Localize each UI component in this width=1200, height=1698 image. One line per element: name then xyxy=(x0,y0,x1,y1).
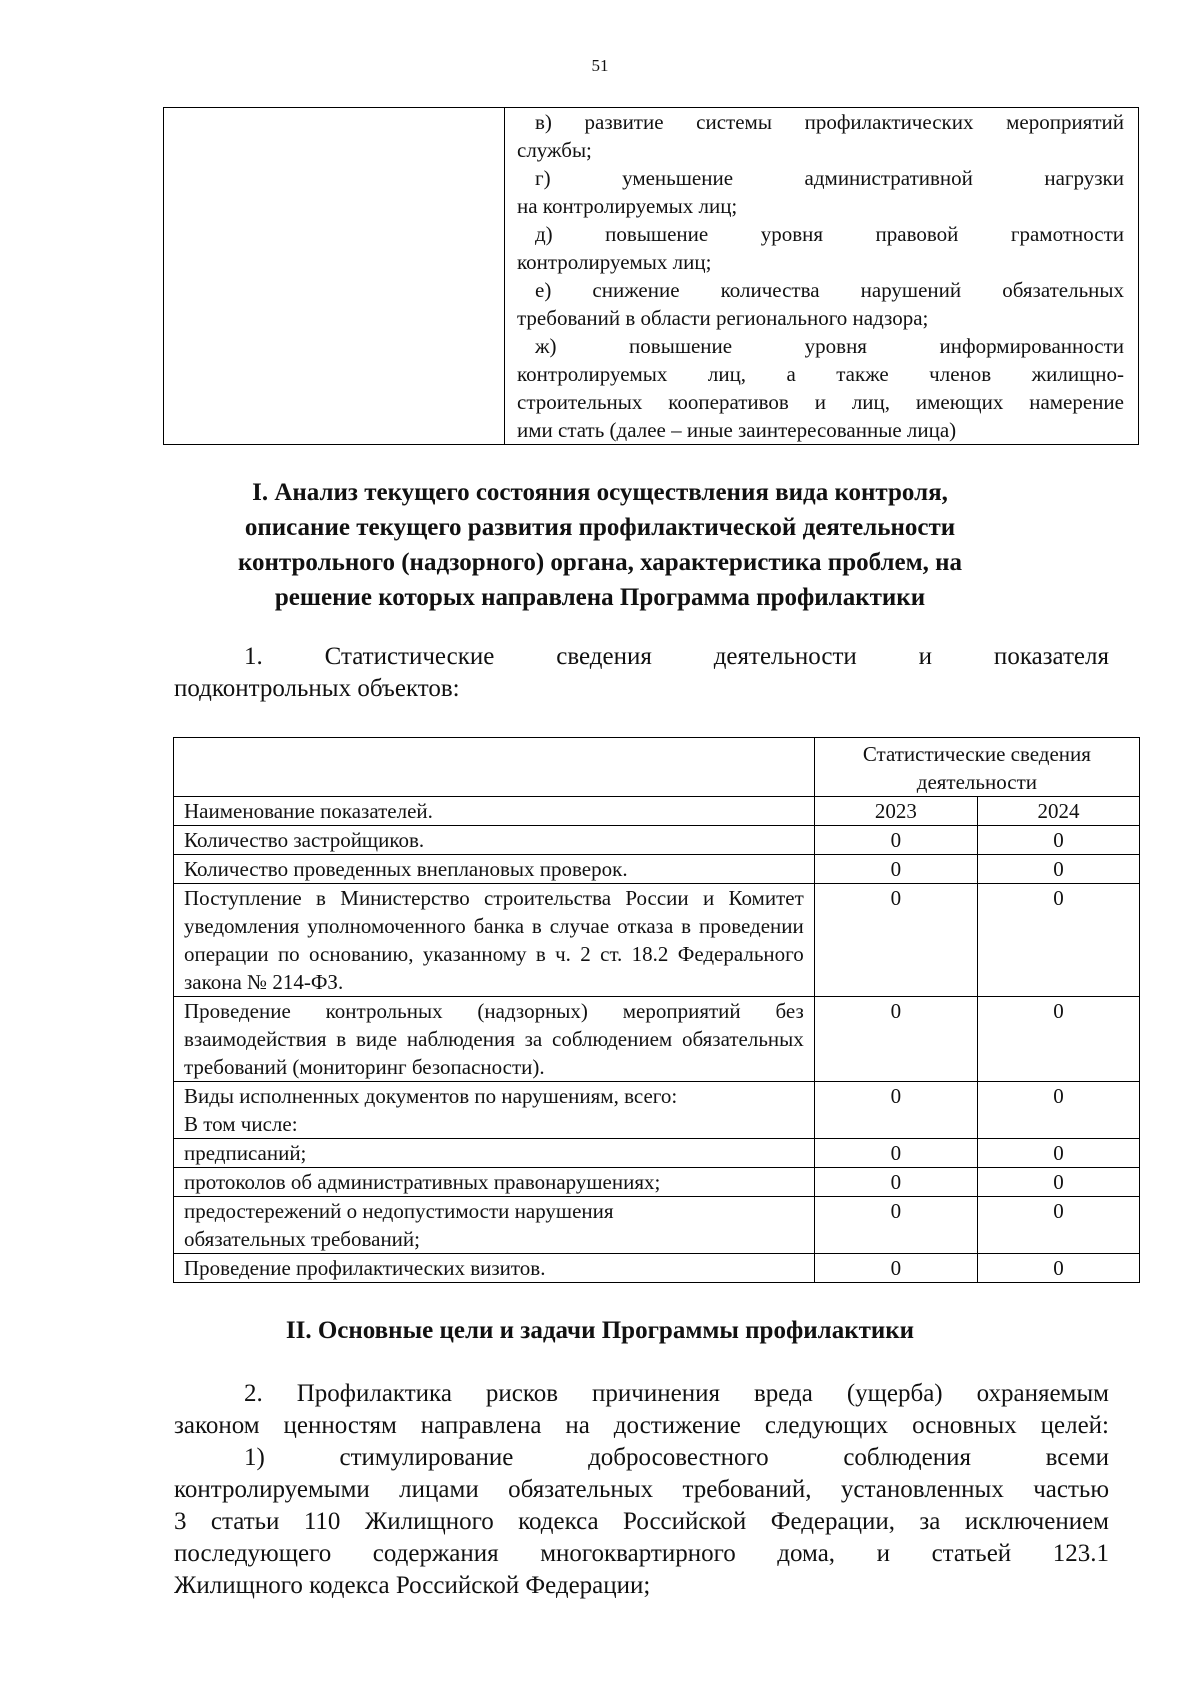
section-1-paragraph: 1. Статистические сведения деятельности и показателя подконтрольных объектов: xyxy=(174,643,1109,702)
top-table-empty-cell xyxy=(164,108,505,445)
page-number: 51 xyxy=(591,56,609,75)
table-row: Проведение контрольных (надзорных) мероприятий без взаимодействия в виде наблюдения за соблюдением обязательных требований (мониторинг безопасности). 0 0 xyxy=(174,997,1140,1082)
table-row: Количество проведенных внеплановых проверок. 0 0 xyxy=(174,855,1140,884)
list-item: ж) повышение уровня информированности контролируемых лиц, а также членов жилищно- строительных кооперативов и лиц, имеющих намерение ими стать (далее – иные заинтересованные лица) xyxy=(517,334,1124,442)
top-table xyxy=(163,107,1139,445)
table-row: Проведение профилактических визитов. 0 0 xyxy=(174,1254,1140,1283)
section-1-heading: I. Анализ текущего состояния осуществления вида контроля, описание текущего развития профилактической деятельности контрольного (надзорного) органа, характеристика проблем, на решение которых направлена Программа профилактики xyxy=(237,479,963,611)
table-row: Поступление в Министерство строительства России и Комитет уведомления уполномоченного банка в случае отказа в проведении операции по основанию, указанному в ч. 2 ст. 18.2 Федерального закона № 214-ФЗ. 0 0 xyxy=(174,884,1140,997)
list-item: е) снижение количества нарушений обязательных требований в области регионального надзора; xyxy=(517,278,1124,330)
table-row: предостережений о недопустимости нарушения обязательных требований; 0 0 xyxy=(174,1197,1140,1254)
table-row: предписаний; 0 0 xyxy=(174,1139,1140,1168)
table-row: протоколов об административных правонарушениях; 0 0 xyxy=(174,1168,1140,1197)
table-group-header: Статистические сведения деятельности xyxy=(814,738,1139,797)
list-item: д) повышение уровня правовой грамотности контролируемых лиц; xyxy=(517,222,1124,274)
list-item: г) уменьшение административной нагрузки на контролируемых лиц; xyxy=(517,166,1124,218)
list-item: в) развитие системы профилактических мероприятий службы; xyxy=(517,110,1124,162)
table-year-header: 2024 xyxy=(977,797,1139,826)
table-row: Количество застройщиков. 0 0 xyxy=(174,826,1140,855)
table-header-row xyxy=(174,738,1140,797)
table-header-empty xyxy=(174,738,815,797)
top-table-items-cell xyxy=(505,108,1139,445)
table-year-header: 2023 xyxy=(814,797,977,826)
section-2-heading: II. Основные цели и задачи Программы профилактики xyxy=(285,1317,915,1344)
table-row: Виды исполненных документов по нарушениям, всего: В том числе: 0 0 xyxy=(174,1082,1140,1139)
section-2-paragraph: 2. Профилактика рисков причинения вреда (ущерба) охраняемым законом ценностям направлена на достижение следующих основных целей: 1) стимулирование добросовестного соблюдения всеми контролируемыми лицами обязательных требований, установленных частью 3 статьи 110 Жилищного кодекса Российской Федерации, за исключением последующего содержания многоквартирного дома, и статьей 123.1 Жилищного кодекса Российской Федерации; xyxy=(174,1380,1109,1599)
table-name-header: Наименование показателей. xyxy=(174,797,815,826)
table-header-row xyxy=(174,797,1140,826)
statistics-table xyxy=(173,737,1140,1283)
